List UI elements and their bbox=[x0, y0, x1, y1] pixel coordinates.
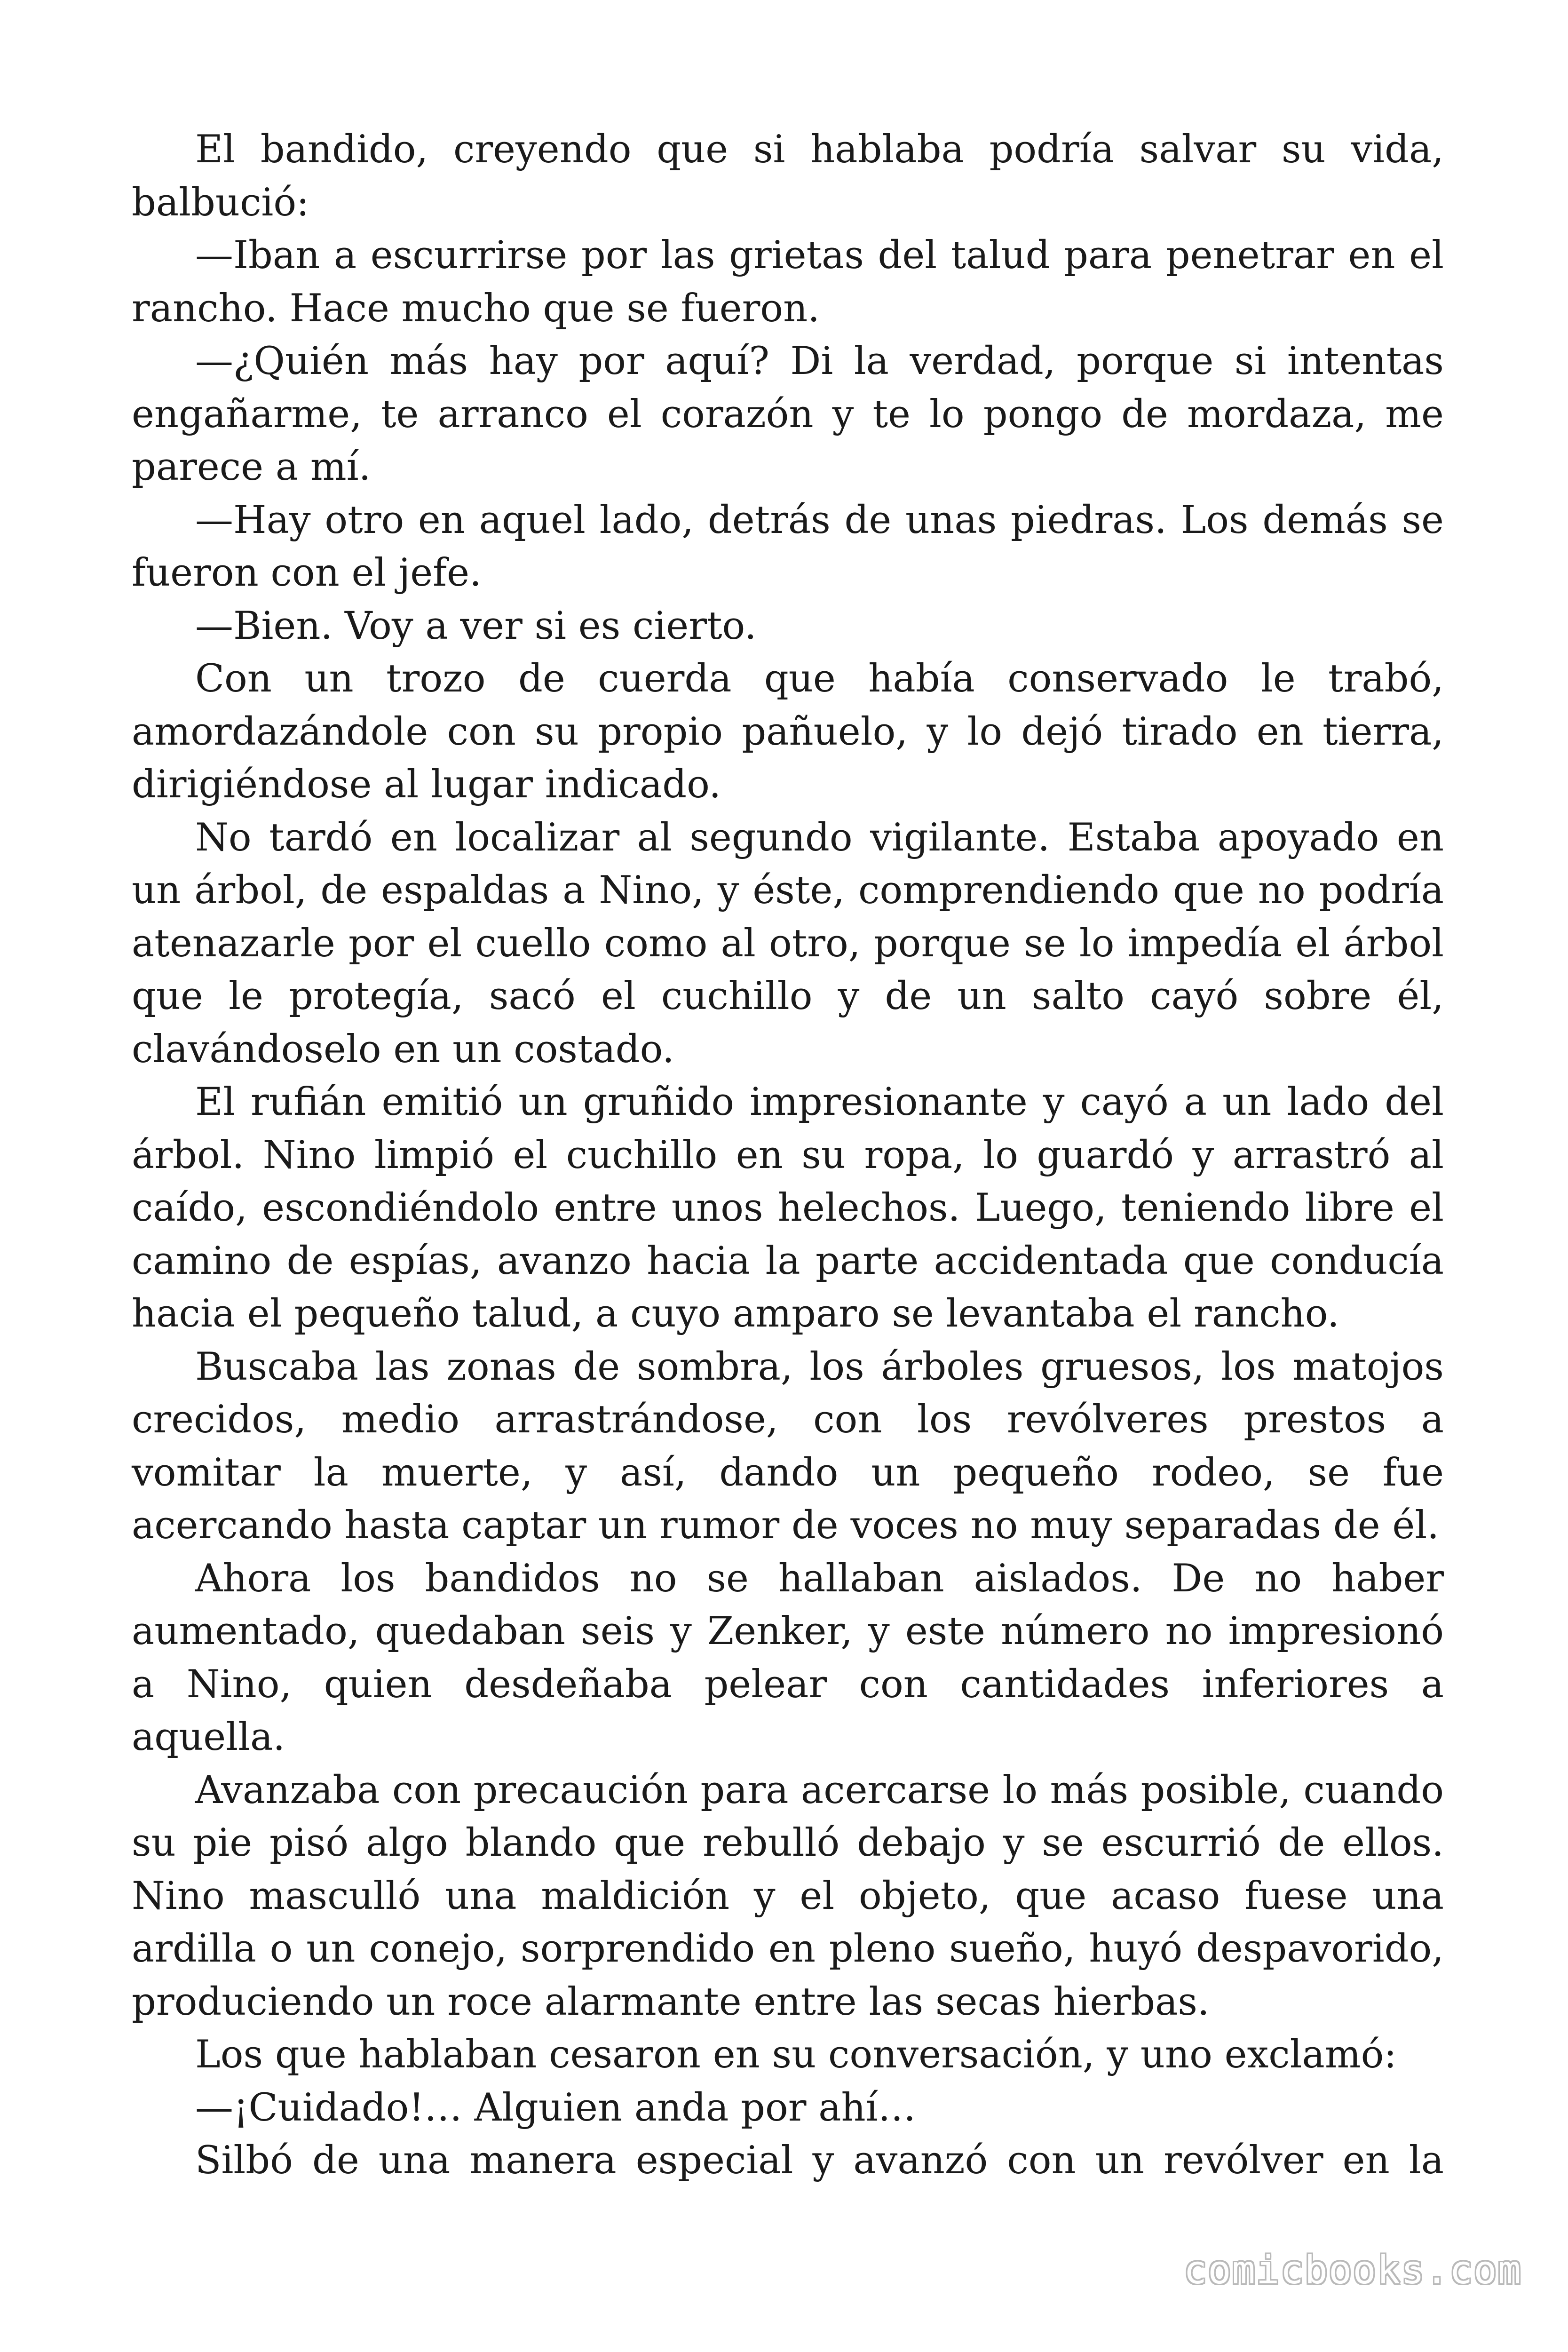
paragraph: Los que hablaban cesaron en su conversación, y uno exclamó: bbox=[195, 2033, 1397, 2077]
paragraph-last: Silbó de una manera especial y avanzó con un revólver en la bbox=[195, 2138, 1444, 2183]
paragraph: Avanzaba con precaución para acercarse lo más posible, cuando su pie pisó algo blando que rebulló debajo y se escurrió de ellos. Nino masculló una maldición y el objeto, que acaso fuese una ardilla o un conejo, sorprendido en pleno sueño, huyó despavorido, produciendo un roce alarmante entre las secas hierbas. bbox=[132, 1768, 1444, 2024]
paragraph: —Hay otro en aquel lado, detrás de unas piedras. Los demás se fueron con el jefe. bbox=[132, 498, 1444, 595]
paragraph: El bandido, creyendo que si hablaba podría salvar su vida, balbució: bbox=[132, 127, 1444, 225]
paragraph: El rufián emitió un gruñido impresionante y cayó a un lado del árbol. Nino limpió el cuchillo en su ropa, lo guardó y arrastró al caído, escondiéndolo entre unos helechos. Luego, teniendo libre el camino de espías, avanzo hacia la parte accidentada que conducía hacia el pequeño talud, a cuyo amparo se levantaba el rancho. bbox=[132, 1080, 1444, 1336]
paragraph: Buscaba las zonas de sombra, los árboles gruesos, los matojos crecidos, medio arrastrándose, con los revólveres prestos a vomitar la muerte, y así, dando un pequeño rodeo, se fue acercando hasta captar un rumor de voces no muy separadas de él. bbox=[132, 1344, 1444, 1548]
page-text bbox=[132, 123, 1444, 2187]
paragraph: No tardó en localizar al segundo vigilante. Estaba apoyado en un árbol, de espaldas a Nino, y éste, comprendiendo que no podría atenazarle por el cuello como al otro, porque se lo impedía el árbol que le protegía, sacó el cuchillo y de un salto cayó sobre él, clavándoselo en un costado. bbox=[132, 815, 1444, 1072]
paragraph: Ahora los bandidos no se hallaban aislados. De no haber aumentado, quedaban seis y Zenker, y este número no impresionó a Nino, quien desdeñaba pelear con cantidades inferiores a aquella. bbox=[132, 1556, 1444, 1759]
paragraph: —¡Cuidado!… Alguien anda por ahí… bbox=[195, 2085, 916, 2130]
watermark-logo: comicbooks.com bbox=[1183, 2248, 1522, 2293]
paragraph: —¿Quién más hay por aquí? Di la verdad, porque si intentas engañarme, te arranco el corazón y te lo pongo de mordaza, me parece a mí. bbox=[132, 339, 1444, 489]
paragraph: —Iban a escurrirse por las grietas del talud para penetrar en el rancho. Hace mucho que se fueron. bbox=[132, 233, 1444, 331]
paragraph: Con un trozo de cuerda que había conservado le trabó, amordazándole con su propio pañuelo, y lo dejó tirado en tierra, dirigiéndose al lugar indicado. bbox=[132, 657, 1444, 807]
paragraph: —Bien. Voy a ver si es cierto. bbox=[195, 604, 757, 648]
